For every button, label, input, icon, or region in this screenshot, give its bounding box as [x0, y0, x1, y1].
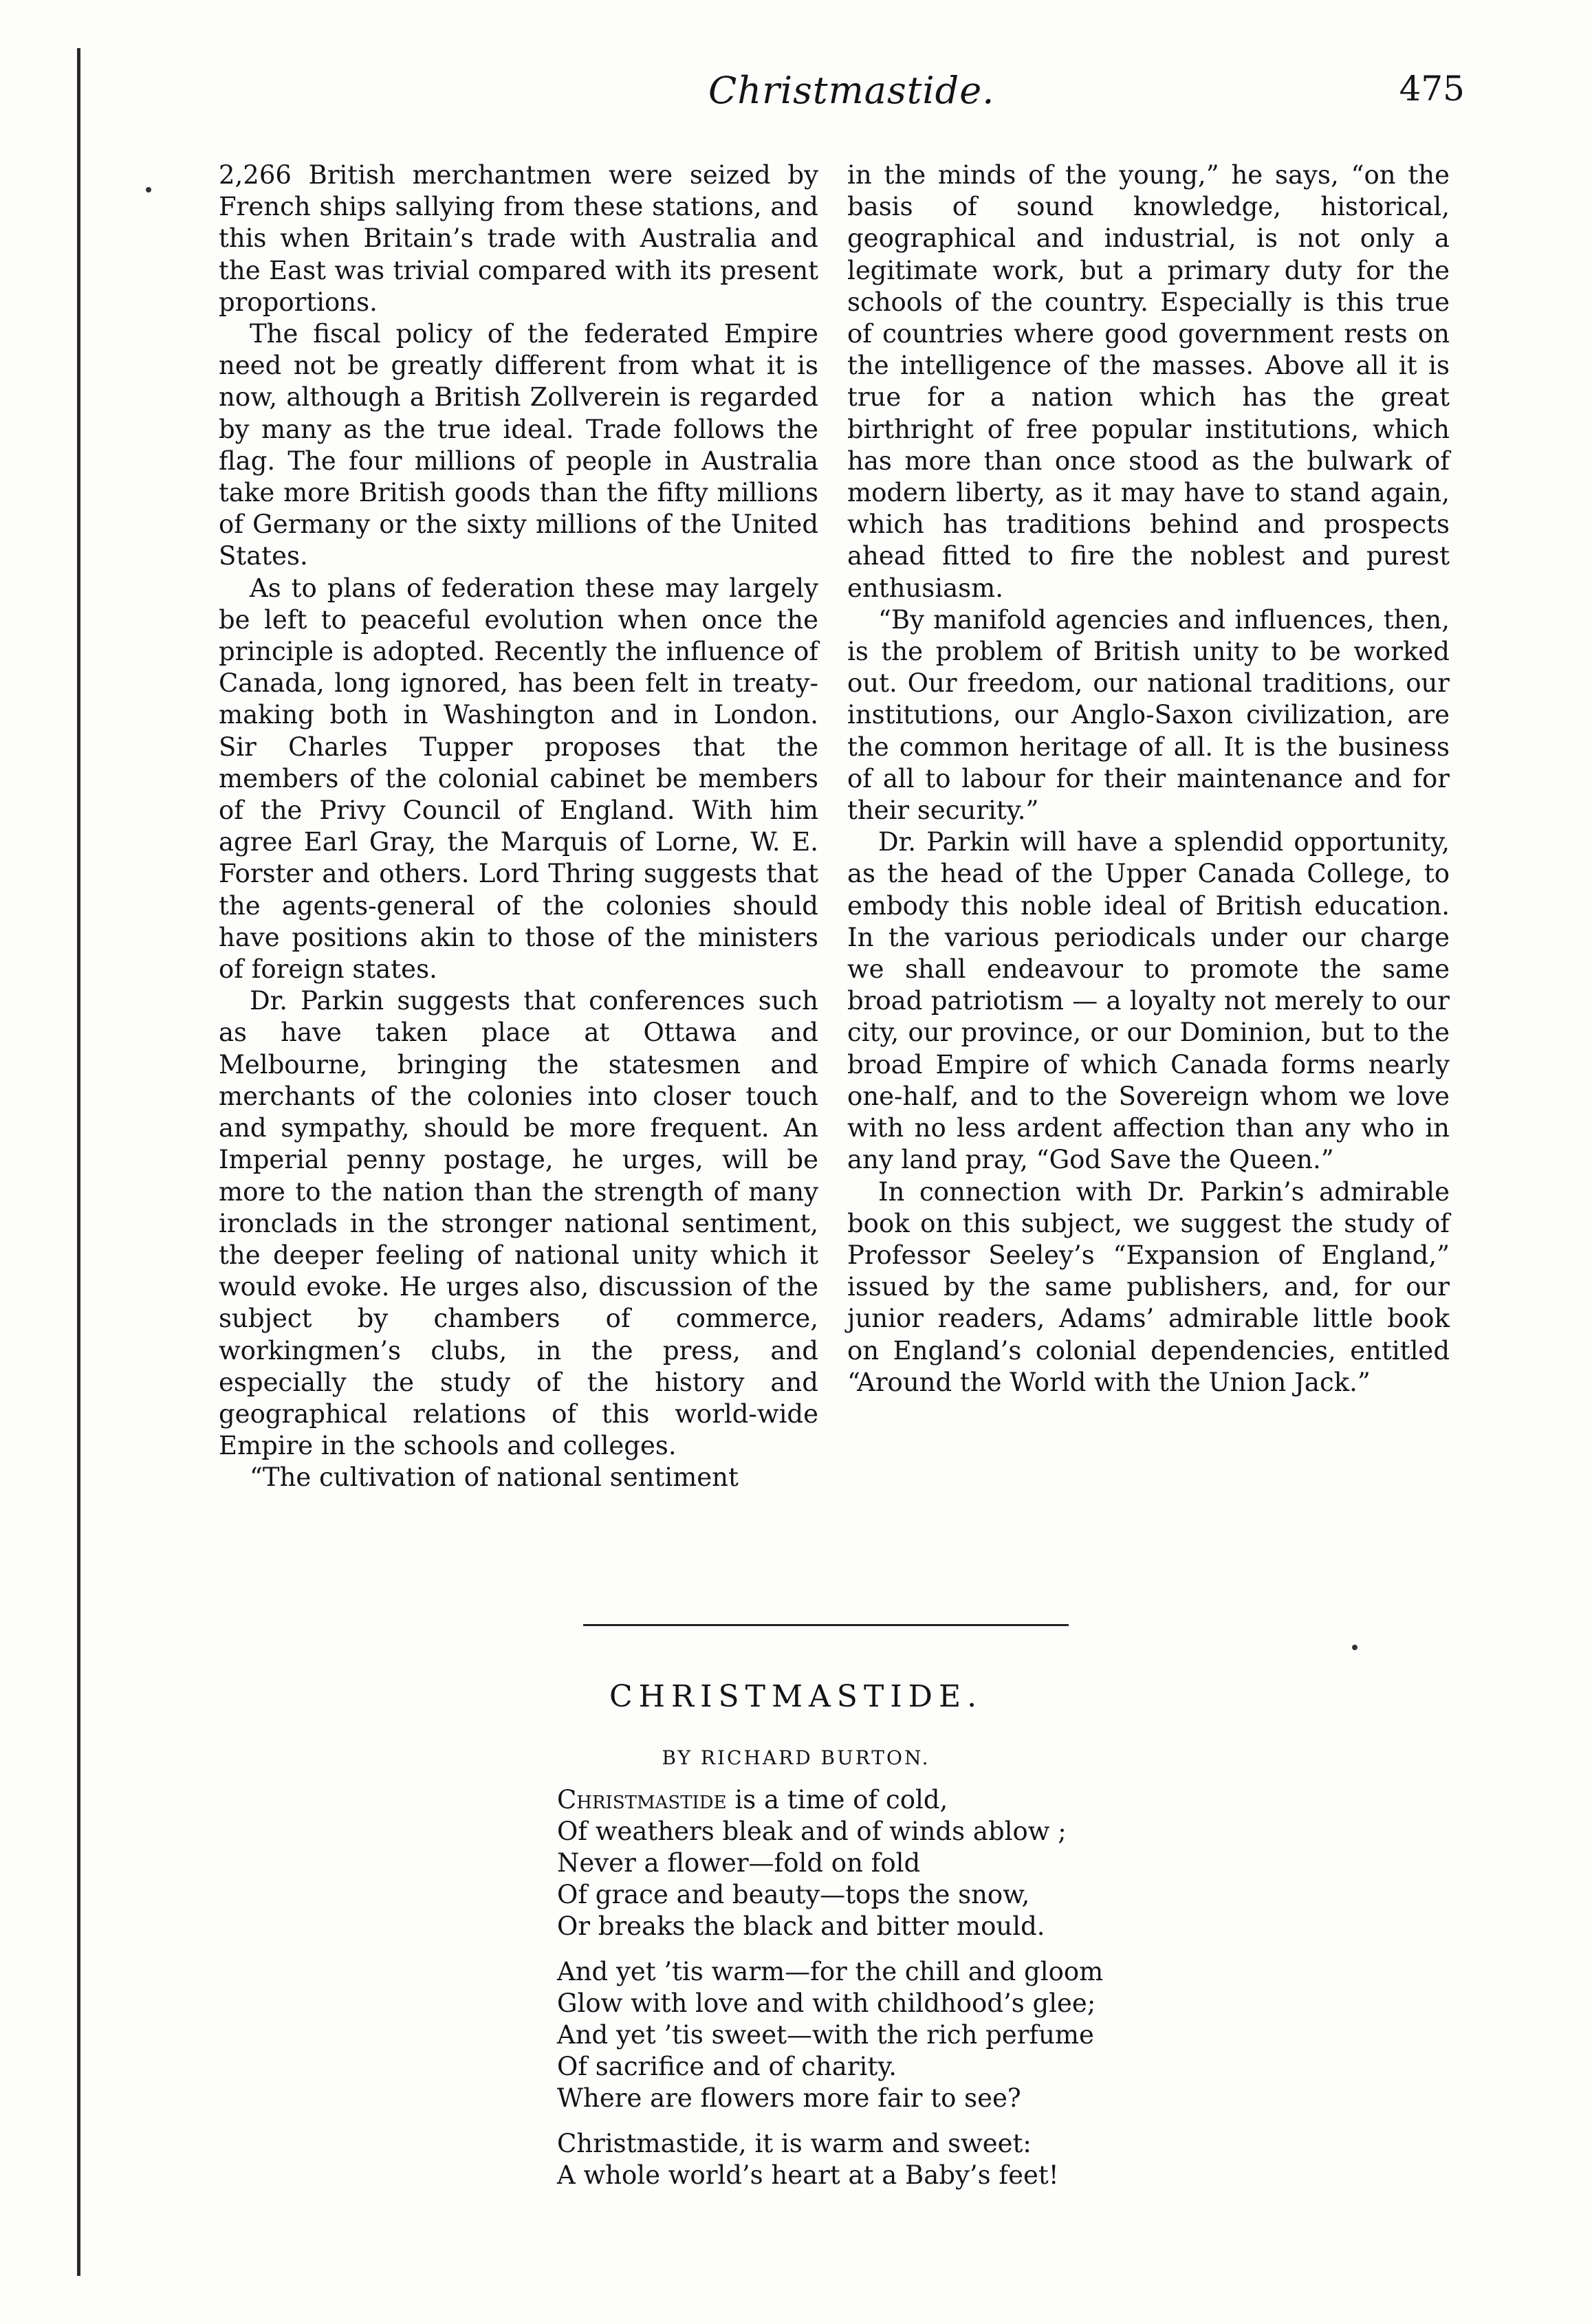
page-number: 475 [1399, 69, 1465, 109]
poem-line: Of grace and beauty—tops the snow, [557, 1880, 1030, 1909]
poem-byline: BY RICHARD BURTON. [662, 1746, 930, 1769]
poem-line: Christmastide, it is warm and sweet: [557, 2129, 1032, 2158]
poem [557, 1784, 1103, 2205]
paragraph: in the minds of the young,” he says, “on the basis of sound knowledge, historical, geographical and industrial, is not only a legitimate work, but a primary duty for the schools of the country. Especially is this true of countries where good government rests on the intelligence of the masses. Above all it is true for a nation which has the great birthright of free popular institutions, which has more than once stood as the bulwark of modern liberty, as it may have to stand again, which has traditions behind and prospects ahead fitted to fire the noblest and purest enthusiasm. [847, 160, 1450, 603]
right-column [847, 160, 1450, 1399]
poem-line: Never a flower—fold on fold [557, 1848, 921, 1878]
paragraph: Dr. Parkin will have a splendid opportunity, as the head of the Upper Canada College, to embody this noble ideal of British education. In the various periodicals under our charge we shall endeavour to promote the same broad patriotism — a loyalty not merely to our city, our province, or our Dominion, but to the broad Empire of which Canada forms nearly one-half, and to the Sovereign whom we love with no less ardent affection than any who in any land pray, “God Save the Queen.” [847, 827, 1450, 1175]
poem-line: And yet ’tis warm—for the chill and gloom [557, 1957, 1104, 1986]
poem-first-word: Christmastide [557, 1785, 727, 1815]
page-margin-rule [77, 48, 80, 2276]
poem-line: A whole world’s heart at a Baby’s feet! [557, 2160, 1059, 2190]
poem-title: CHRISTMASTIDE. [609, 1679, 983, 1714]
stanza [557, 1956, 1103, 2114]
paragraph: The fiscal policy of the federated Empire need not be greatly different from what it is now, although a British Zollverein is regarded by many as the true ideal. Trade follows the flag. The four millions of people in Australia take more British goods than the fifty millions of Germany or the sixty millions of the United States. [219, 319, 818, 571]
margin-dot [146, 187, 151, 193]
paragraph: In connection with Dr. Parkin’s admirable book on this subject, we suggest the study of Professor Seeley’s “Expansion of England,” issued by the same publishers, and, for our junior readers, Adams’ admirable little book on England’s colonial dependencies, entitled “Around the World with the Union Jack.” [847, 1176, 1450, 1397]
paragraph: Dr. Parkin suggests that conferences such as have taken place at Ottawa and Melbourne, bringing the statesmen and merchants of the colonies into closer touch and sympathy, should be more frequent. An Imperial penny postage, he urges, will be more to the nation than the strength of many ironclads in the stronger national sentiment, the deeper feeling of national unity which it would evoke. He urges also, discussion of the subject by chambers of commerce, workingmen’s clubs, in the press, and especially the study of the history and geographical relations of this world-wide Empire in the schools and colleges. [219, 986, 818, 1461]
paragraph: “The cultivation of national sentiment [250, 1462, 739, 1493]
running-head [0, 69, 1592, 131]
poem-line: Of weathers bleak and of winds ablow ; [557, 1817, 1067, 1846]
stanza [557, 1784, 1103, 1942]
poem-line [557, 1784, 1103, 1816]
paragraph: As to plans of federation these may largely be left to peaceful evolution when once the principle is adopted. Recently the influence of Canada, long ignored, has been felt in treaty-making both in Washington and in London. Sir Charles Tupper proposes that the members of the colonial cabinet be members of the Privy Council of England. With him agree Earl Gray, the Marquis of Lorne, W. E. Forster and others. Lord Thring suggests that the agents-general of the colonies should have positions akin to those of the ministers of foreign states. [219, 573, 818, 985]
margin-dot [1352, 1645, 1357, 1650]
paragraph: 2,266 British merchantmen were seized by French ships sallying from these stations, and this when Britain’s trade with Australia and the East was trivial compared with its present proportions. [219, 160, 818, 317]
stanza [557, 2128, 1103, 2191]
poem-line: And yet ’tis sweet—with the rich perfume [557, 2020, 1094, 2050]
poem-line: Glow with love and with childhood’s glee; [557, 1988, 1096, 2018]
poem-line: Of sacrifice and of charity. [557, 2052, 897, 2081]
poem-line-text: is a time of cold, [726, 1785, 948, 1815]
section-divider [583, 1624, 1069, 1626]
left-column [219, 160, 818, 1494]
running-title: Christmastide. [708, 69, 995, 112]
poem-line: Where are flowers more fair to see? [557, 2083, 1021, 2113]
poem-line: Or breaks the black and bitter mould. [557, 1911, 1045, 1941]
paragraph: “By manifold agencies and influences, then, is the problem of British unity to be worked out. Our freedom, our national traditions, our institutions, our Anglo-Saxon civilization, are the common heritage of all. It is the business of all to labour for their maintenance and for their security.” [847, 604, 1450, 826]
